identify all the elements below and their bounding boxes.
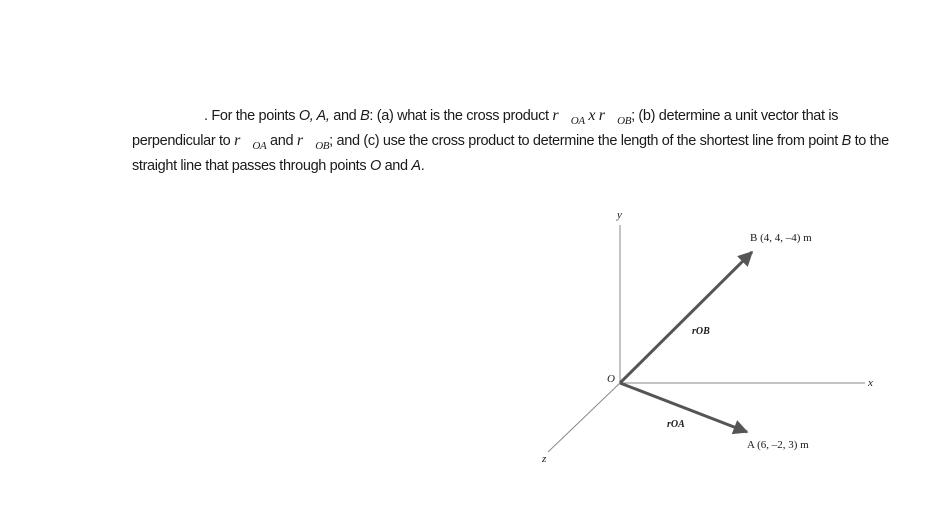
- cross-symbol: x: [584, 107, 599, 124]
- text-part: and: [329, 108, 361, 124]
- text-part: For the points: [211, 108, 299, 124]
- z-axis-label: z: [542, 453, 547, 465]
- text-part: .: [420, 158, 425, 175]
- r-ob-label: rOB: [692, 326, 710, 337]
- vector-r-ob-arrow: [620, 252, 752, 383]
- point-b: B: [360, 108, 370, 124]
- bullet-mark: .: [204, 108, 208, 124]
- x-axis-label: x: [868, 377, 873, 389]
- text-part: and: [266, 133, 297, 150]
- vector-symbol: r⃗: [552, 107, 571, 124]
- vector-subscript: OB: [315, 140, 330, 153]
- origin-label: O: [607, 373, 615, 385]
- vector-subscript: OB: [617, 115, 632, 128]
- y-axis-label: y: [617, 209, 622, 221]
- point-a-label: A (6, –2, 3) m: [747, 439, 809, 451]
- point-b: B: [841, 133, 851, 150]
- z-axis: [548, 383, 620, 452]
- points-o-a: O, A,: [298, 108, 330, 124]
- vector-subscript: OA: [252, 140, 267, 153]
- point-a: A: [411, 158, 421, 175]
- point-o: O: [369, 158, 381, 175]
- point-b-label: B (4, 4, –4) m: [750, 232, 812, 244]
- r-oa-label: rOA: [667, 419, 685, 430]
- vector-symbol: r⃗: [234, 132, 253, 150]
- text-part: ; (b) determine a unit vector that is perpendicular to: [132, 108, 839, 150]
- vector-symbol: r⃗: [296, 132, 316, 150]
- vector-subscript: OA: [570, 115, 585, 128]
- text-part: and: [380, 158, 412, 175]
- text-part: ; and (c) use the cross product to determine the length of the shortest line from point: [329, 133, 842, 150]
- vector-symbol: r⃗: [598, 107, 618, 124]
- text-part: to the straight line that passes through points: [132, 133, 889, 175]
- text-part: : (a) what is the cross product: [369, 108, 553, 124]
